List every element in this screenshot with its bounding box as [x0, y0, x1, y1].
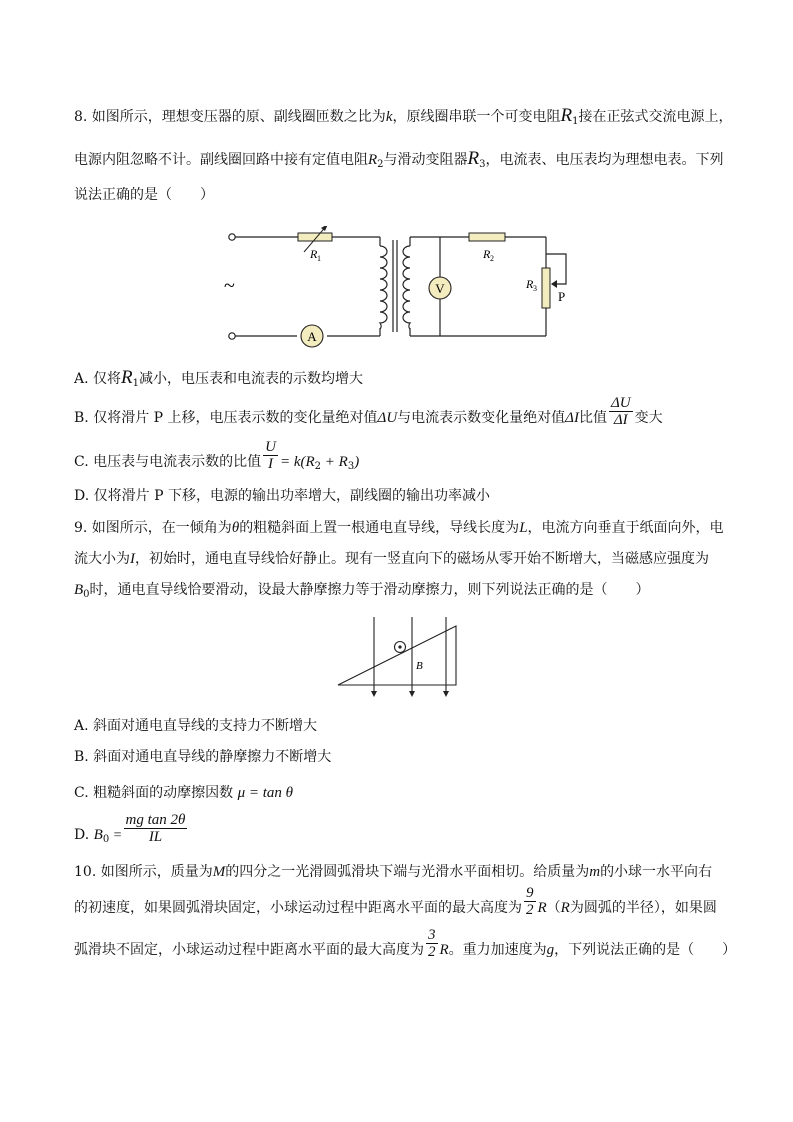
r2-sub: 2: [490, 254, 494, 263]
q9-option-b: B. 斜面对通电直导线的静摩擦力不断增大: [74, 749, 332, 765]
q8-option-b: B. 仅将滑片 P 上移，电压表示数的变化量绝对值ΔU与电流表示数变化量绝对值ΔI比值 $\frac{\Delta U}{\Delta I}$ 变大: [74, 394, 663, 428]
q8-circuit-figure: [220, 226, 580, 352]
q9-stem-line2: 流大小为I，初始时，通电直导线恰好静止。现有一竖直向下的磁场从零开始不断增大，当磁感应强度为: [74, 551, 709, 567]
ammeter-label: A: [307, 329, 317, 344]
r1-label: R: [310, 247, 318, 261]
q10-stem-line2: 的初速度，如果圆弧滑块固定，小球运动过程中距离水平面的最大高度为 $\frac{9}{2}$ R（R为圆弧的半径），如果圆: [74, 884, 717, 918]
q10-stem-line3: 弧滑块不固定，小球运动过程中距离水平面的最大高度为 $\frac{3}{2}$ R。重力加速度为g，下列说法正确的是（ ）: [74, 926, 737, 960]
q9-option-d: D. $B_0$ = $\frac{\text{mg tan 2θ}}{IL}$: [74, 811, 186, 845]
q9-option-c: C. 粗糙斜面的动摩擦因数 μ = tan θ: [74, 785, 294, 801]
q9-stem-line3: $B_0$时，通电直导线恰要滑动，设最大静摩擦力等于滑动摩擦力，则下列说法正确的是（ ）: [74, 582, 650, 600]
q9-stem-line1: 9. 如图所示，在一倾角为θ的粗糙斜面上置一根通电直导线，导线长度为L，电流方向垂直于纸面向外，电: [74, 520, 724, 536]
field-b-label: B: [416, 660, 423, 672]
ac-source-symbol: ~: [224, 275, 235, 297]
q8-option-c: C. 电压表与电流表示数的比值 $\frac{U}{I}$ = $k(R_2 + R_3)$: [74, 438, 360, 472]
q9-incline-figure: [330, 614, 464, 698]
r3-label: R: [526, 277, 534, 291]
slider-p-label: P: [558, 289, 566, 304]
q10-stem-line1: 10. 如图所示，质量为M的四分之一光滑圆弧滑块下端与光滑水平面相切。给质量为m的小球一水平向右: [74, 864, 713, 880]
q8-stem-line2: 电源内阻忽略不计。副线圈回路中接有定值电阻$R_2$与滑动变阻器$R_3$，电流表、电压表均为理想电表。下列: [74, 148, 724, 170]
voltmeter-label: V: [435, 281, 445, 296]
r3-sub: 3: [533, 284, 537, 293]
q8-stem-line3: 说法正确的是（ ）: [74, 187, 214, 203]
r2-label: R: [483, 247, 491, 261]
r1-sub: 1: [317, 254, 321, 263]
q9-option-a: A. 斜面对通电直导线的支持力不断增大: [74, 718, 318, 734]
q8-stem-line1: 8. 如图所示，理想变压器的原、副线圈匝数之比为k，原线圈串联一个可变电阻$R_1$接在正弦式交流电源上，: [74, 105, 733, 127]
q8-option-d: D. 仅将滑片 P 下移，电源的输出功率增大，副线圈的输出功率减小: [74, 488, 490, 504]
q8-option-a: A. 仅将$R_1$减小，电压表和电流表的示数均增大: [74, 367, 363, 389]
